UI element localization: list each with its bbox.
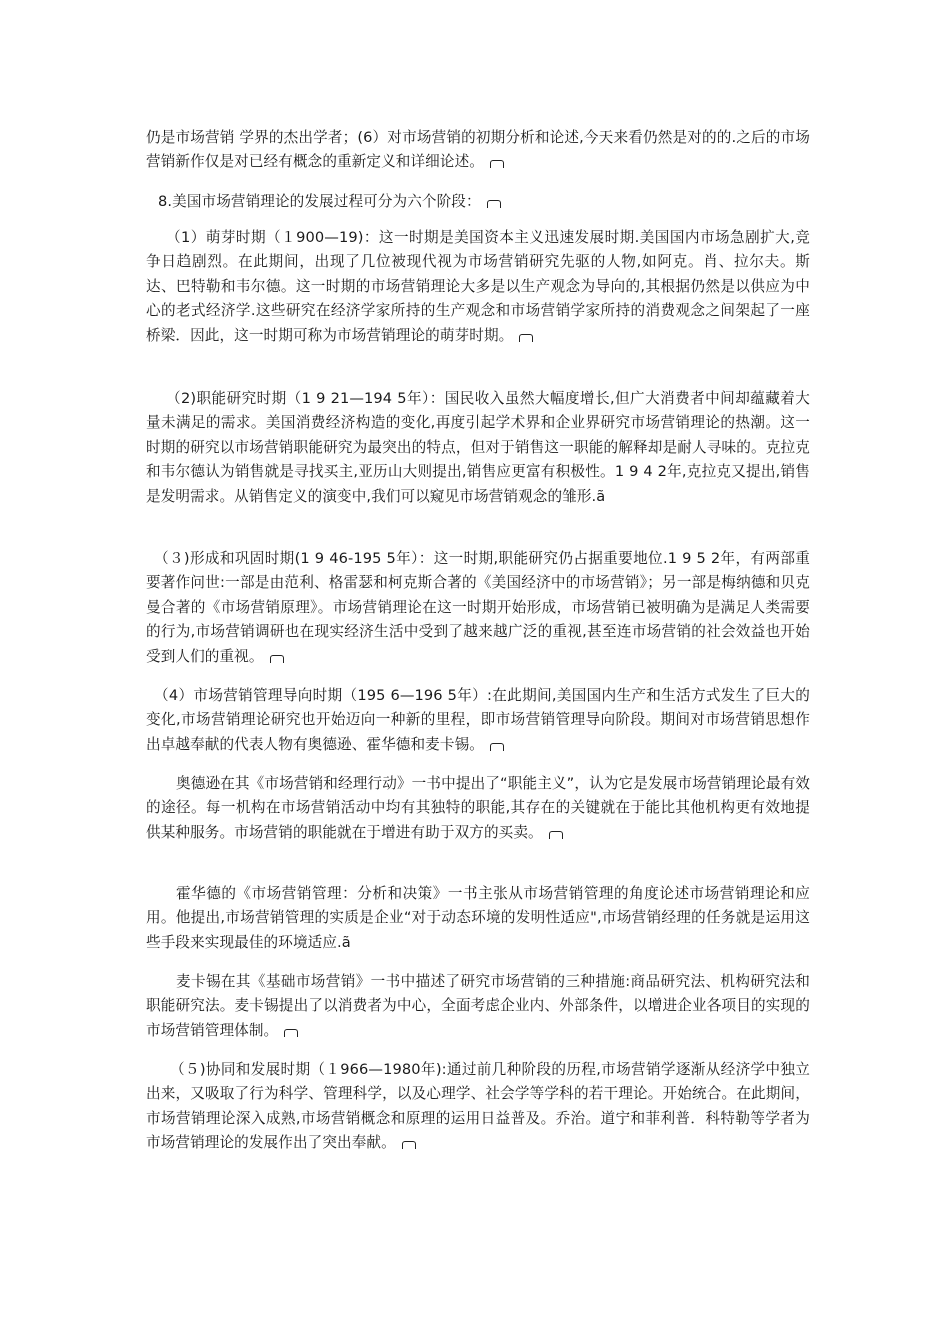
paragraph-10: [146, 1058, 810, 1156]
paragraph-end-mark-icon: [402, 1141, 416, 1149]
paragraph-end-mark-icon: [487, 200, 501, 208]
paragraph-text: （1）萌芽时期（１900—19)：这一时期是美国资本主义迅速发展时期.美国国内市场急剧扩大,竞争日趋剧烈。在此期间，出现了几位被现代视为市场营销研究先驱的人物,如阿克。肖、拉尔夫。斯达、巴特勒和韦尔德。这一时期的市场营销理论大多是以生产观念为导向的,其根据仍然是以供应为中心的老式经济学.这些研究在经济学家所持的生产观念和市场营销学家所持的消费观念之间架起了一座桥梁．因此，这一时期可称为市场营销理论的萌芽时期。: [146, 229, 810, 344]
paragraph-end-mark-icon: [549, 831, 563, 839]
paragraph-6: [146, 684, 810, 757]
paragraph-4: [146, 387, 810, 509]
paragraph-2: [158, 190, 810, 214]
paragraph-text: （５)协同和发展时期（１966—1980年):通过前几种阶段的历程,市场营销学逐渐从经济学中独立出来，又吸取了行为科学、管理科学，以及心理学、社会学等学科的若干理论。开始统合。在此期间，市场营销理论深入成熟,市场营销概念和原理的运用日益普及。乔治。道宁和菲利普．科特勒等学者为市场营销理论的发展作出了突出奉献。: [146, 1061, 810, 1152]
paragraph-text: （4）市场营销管理导向时期（195 6—196 5年）:在此期间,美国国内生产和生活方式发生了巨大的变化,市场营销理论研究也开始迈向一种新的里程，即市场营销管理导向阶段。期间对市场营销思想作出卓越奉献的代表人物有奥德逊、霍华德和麦卡锡。: [146, 687, 810, 753]
paragraph-end-mark-icon: [490, 743, 504, 751]
paragraph-text: 奥德逊在其《市场营销和经理行动》一书中提出了“职能主义”，认为它是发展市场营销理论最有效的途径。每一机构在市场营销活动中均有其独特的职能,其存在的关键就在于能比其他机构更有效地提供某种服务。市场营销的职能就在于增进有助于双方的买卖。: [146, 775, 810, 841]
paragraph-end-mark-icon: [519, 334, 533, 342]
paragraph-end-mark-icon: [284, 1029, 298, 1037]
paragraph-8: [146, 882, 810, 955]
paragraph-text: 麦卡锡在其《基础市场营销》一书中描述了研究市场营销的三种措施:商品研究法、机构研究法和职能研究法。麦卡锡提出了以消费者为中心，全面考虑企业内、外部条件，以增进企业各项目的实现的市场营销管理体制。: [146, 973, 810, 1039]
paragraph-text: （2)职能研究时期（1 9 21—194 5年）：国民收入虽然大幅度增长,但广大消费者中间却蕴藏着大量未满足的需求。美国消费经济构造的变化,再度引起学术界和企业界研究市场营销理论的热潮。这一时期的研究以市场营销职能研究为最突出的特点，但对于销售这一职能的解释却是耐人寻味的。克拉克和韦尔德认为销售就是寻找买主,亚历山大则提出,销售应更富有积极性。1 9 4 2年,克拉克又提出,销售是发明需求。从销售定义的演变中,我们可以窥见市场营销观念的雏形.ã: [146, 390, 810, 505]
paragraph-end-mark-icon: [270, 655, 284, 663]
paragraph-5: [146, 547, 810, 669]
paragraph-9: [146, 970, 810, 1043]
paragraph-text: 8.美国市场营销理论的发展过程可分为六个阶段：: [158, 193, 481, 210]
paragraph-text: （３)形成和巩固时期(1 9 46-195 5年）：这一时期,职能研究仍占据重要地位.1 9 5 2年，有两部重要著作问世:一部是由范利、格雷瑟和柯克斯合著的《美国经济中的市场营销》；另一部是梅纳德和贝克曼合著的《市场营销原理》。市场营销理论在这一时期开始形成，市场营销已被明确为是满足人类需要的行为,市场营销调研也在现实经济生活中受到了越来越广泛的重视,甚至连市场营销的社会效益也开始受到人们的重视。: [146, 550, 810, 665]
paragraph-end-mark-icon: [490, 160, 504, 168]
paragraph-1: [146, 126, 810, 175]
paragraph-7: [146, 772, 810, 845]
paragraph-text: 仍是市场营销 学界的杰出学者；(6）对市场营销的初期分析和论述,今天来看仍然是对的的.之后的市场营销新作仅是对已经有概念的重新定义和详细论述。: [146, 129, 810, 171]
paragraph-3: [146, 226, 810, 348]
paragraph-text: 霍华德的《市场营销管理：分析和决策》一书主张从市场营销管理的角度论述市场营销理论和应用。他提出,市场营销管理的实质是企业“对于动态环境的发明性适应",市场营销经理的任务就是运用这些手段来实现最佳的环境适应.ã: [146, 885, 810, 951]
